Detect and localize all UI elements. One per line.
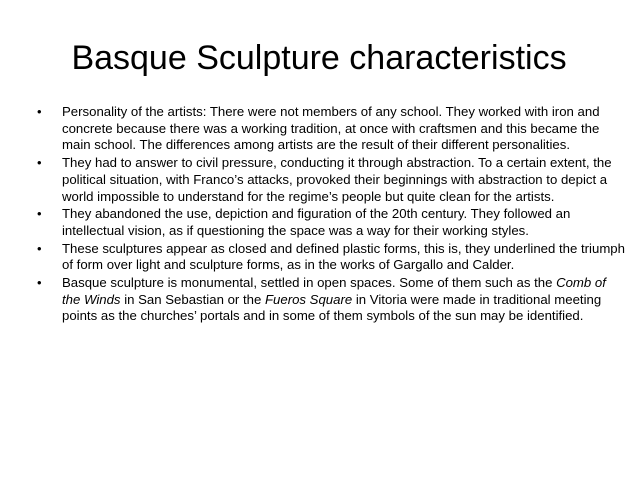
bullet-text-part: in San Sebastian or the [120,291,265,307]
bullet-item-civil-pressure [0,155,638,205]
bullet-text-part: Basque sculpture is monumental, settled in open spaces. Some of them such as the [62,275,557,291]
bullet-text-part: in Vitoria were made in traditional meeting points as the churches’ portals and in some of them symbols of the sun may be identified. [62,291,602,324]
bullet-text: They had to answer to civil pressure, conducting it through abstraction. To a certain extent, the political situation, with Franco’s attacks, provoked their beginnings with abstraction to depict a world impossible to understand for the regime’s people but quite clean for the artists. [62,155,612,204]
bullet-text: They abandoned the use, depiction and figuration of the 20th century. They followed an intellectual vision, as if questioning the space was a way for their working styles. [62,206,571,238]
bullet-item-plastic-forms [0,241,638,274]
bullet-item-monumental [0,275,638,325]
bullet-text: These sculptures appear as closed and defined plastic forms, this is, they underlined the triumph of form over light and sculpture forms, as in the works of Gargallo and Calder. [62,240,625,273]
bullet-list [0,104,638,326]
bullet-dot-icon: • [37,104,42,119]
bullet-item-personality [0,104,638,154]
bullet-dot-icon: • [37,155,42,171]
bullet-dot-icon: • [37,206,42,222]
bullet-dot-icon: • [37,240,42,256]
place-name-fueros-square: Fueros Square [264,291,353,307]
bullet-item-abandoned-figuration [0,206,638,239]
bullet-text [62,275,626,325]
bullet-dot-icon: • [37,275,42,291]
slide-title: Basque Sculpture characteristics [71,39,567,77]
artwork-title-comb-of-the-winds: Comb of the Winds [62,275,606,307]
bullet-text: Personality of the artists: There were not members of any school. They worked with iron and concrete because there was a working tradition, at once with craftsmen and this became the main school. The differences among artists are the result of their different personalities. [62,104,600,153]
